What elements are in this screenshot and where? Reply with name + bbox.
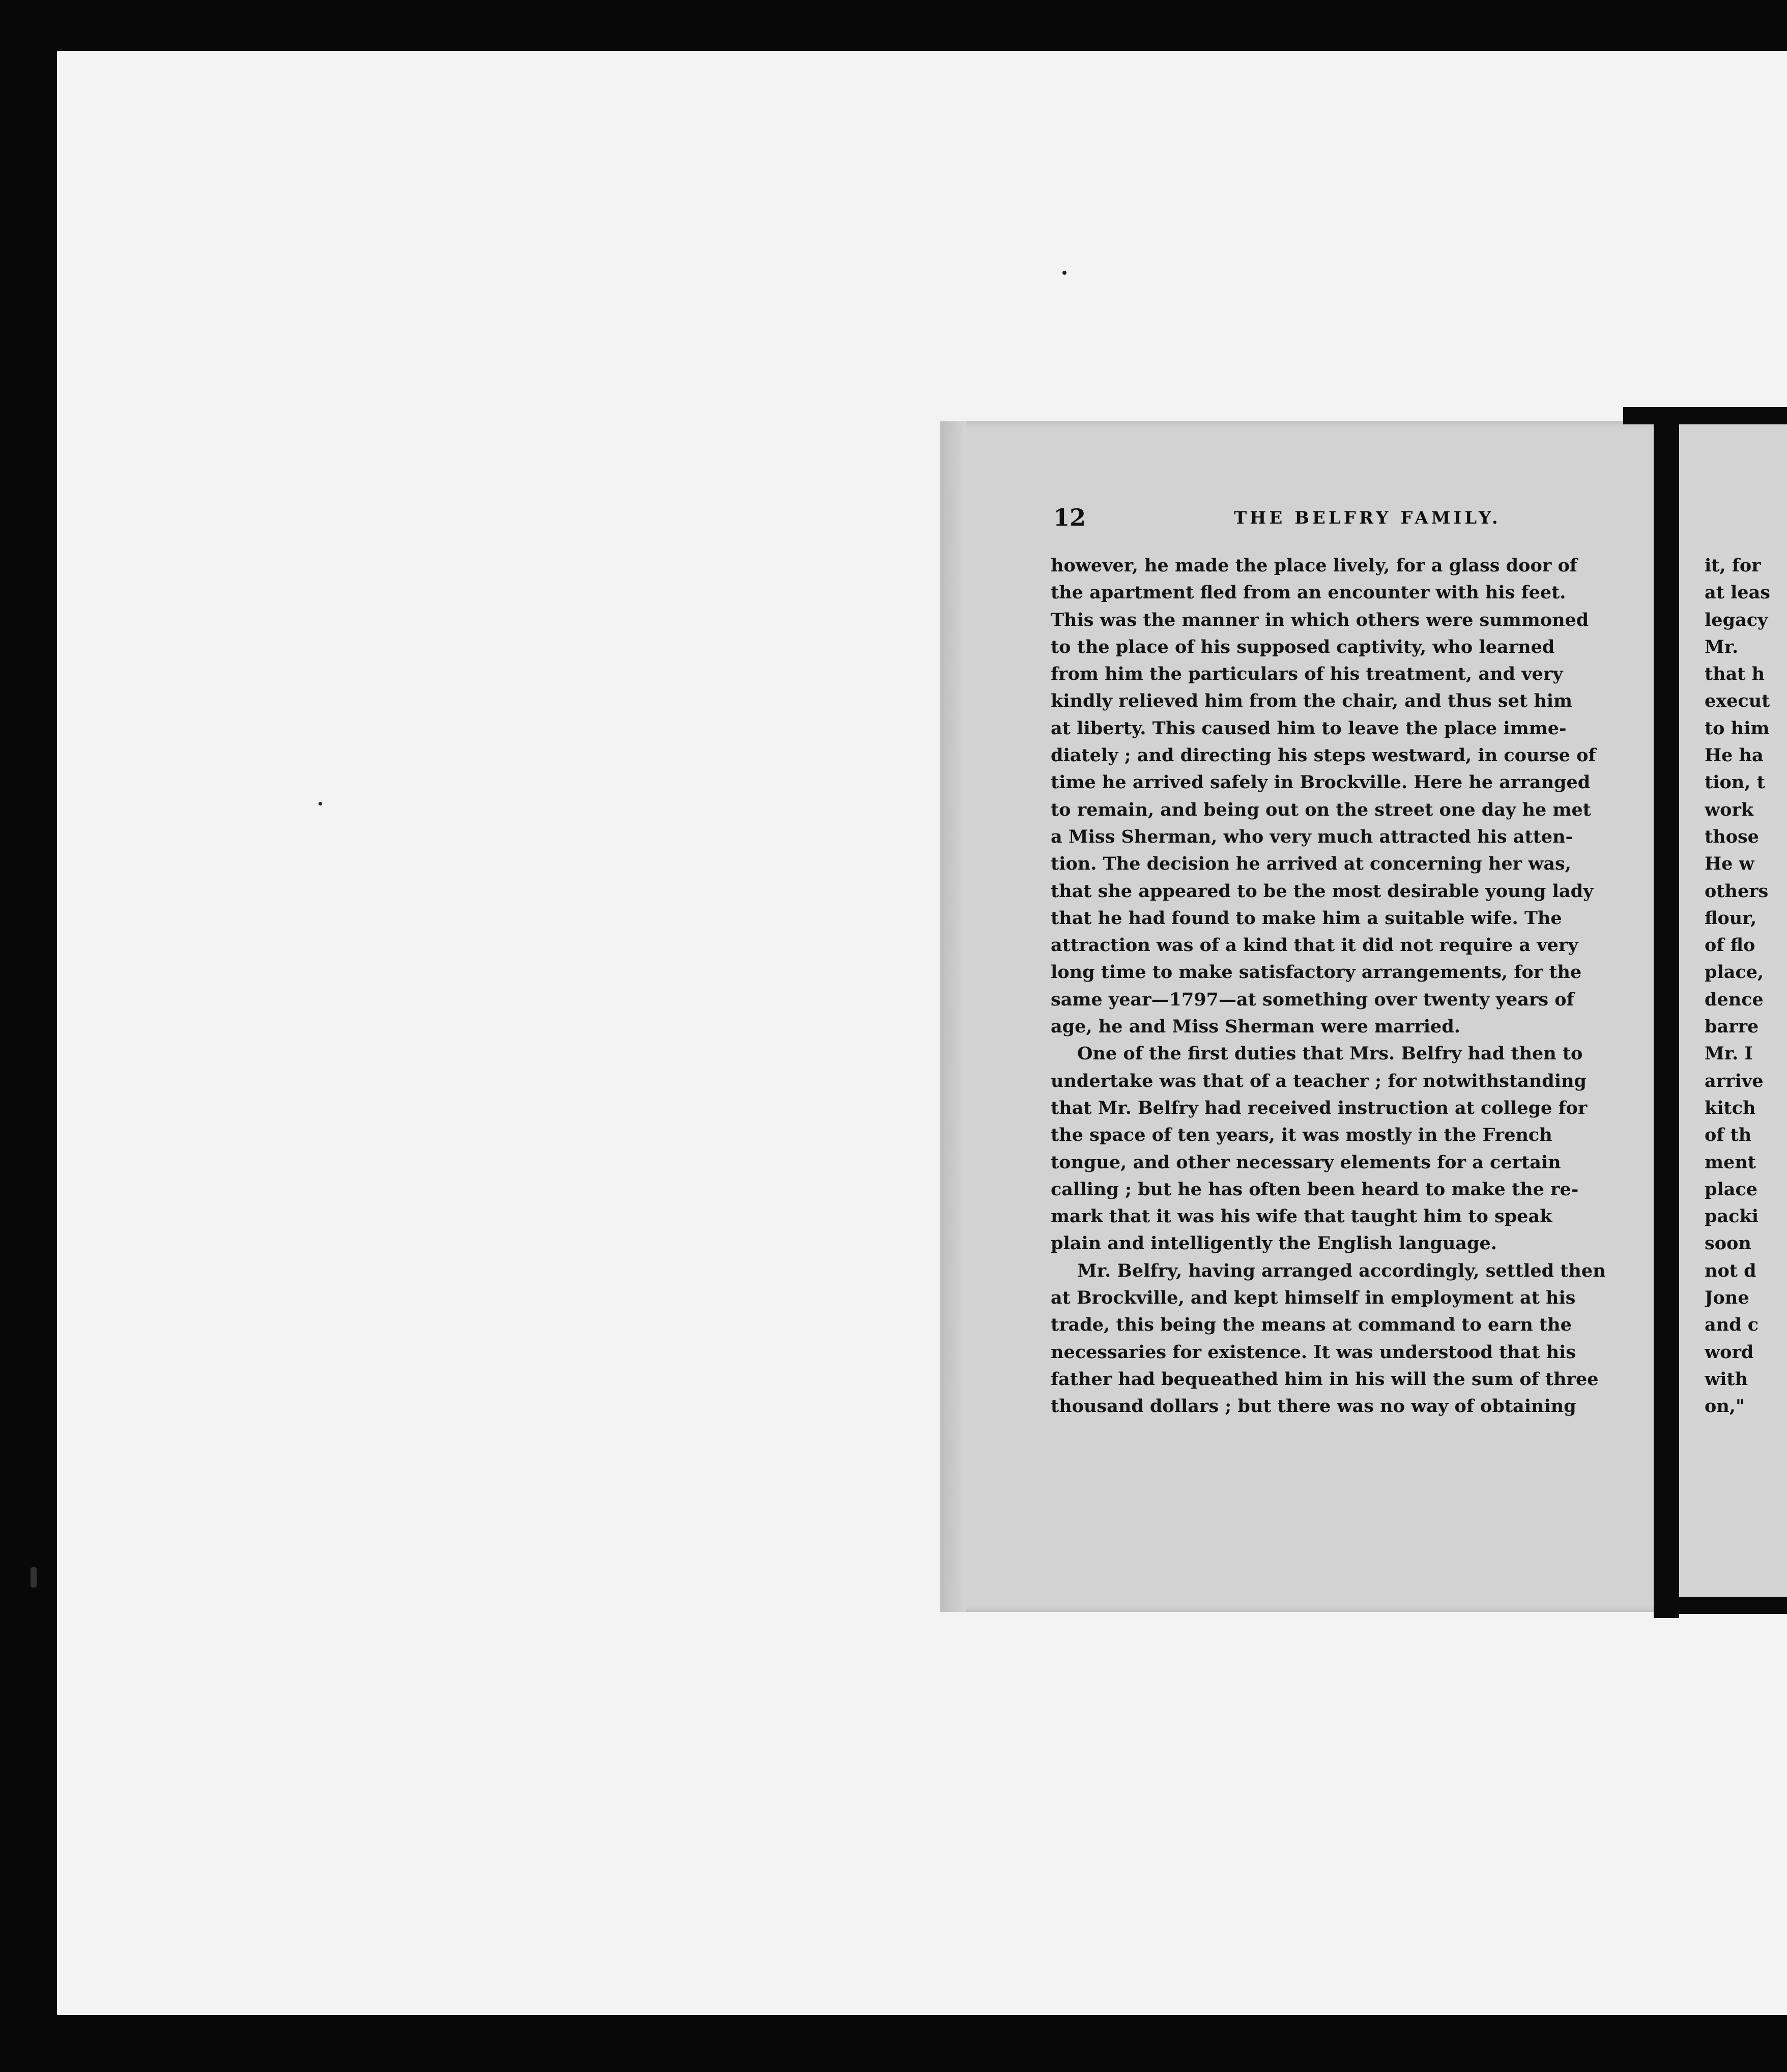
text-line: tion. The decision he arrived at concerning her was, [1051,853,1571,875]
film-border-top [0,0,1787,51]
page-body-text [1051,552,1631,1420]
text-line: the apartment fled from an encounter with his feet. [1051,582,1566,603]
text-line-fragment: execut [1705,690,1770,712]
text-line-fragment: Mr. I [1705,1043,1753,1064]
text-line-fragment: ment [1705,1152,1756,1173]
text-line: plain and intelligently the English language. [1051,1233,1497,1254]
text-line: the space of ten years, it was mostly in the French [1051,1125,1552,1146]
text-line: same year—1797—at something over twenty years of [1051,989,1574,1010]
text-line: Mr. Belfry, having arranged accordingly, settled then [1077,1260,1606,1281]
text-line: tongue, and other necessary elements for a certain [1051,1152,1561,1173]
text-line: at liberty. This caused him to leave the place imme- [1051,717,1567,739]
text-line: father had bequeathed him in his will the sum of three [1051,1368,1599,1390]
film-border-right-top [1623,407,1787,424]
dust-speck [31,1567,37,1588]
film-border-right-bottom [1660,1597,1787,1614]
text-line-fragment: place, [1705,962,1764,983]
text-line: to the place of his supposed captivity, who learned [1051,636,1555,657]
page-number: 12 [1053,504,1086,531]
text-line-fragment: packi [1705,1206,1759,1227]
right-page-text-fragments [1705,552,1770,1420]
text-line: that he had found to make him a suitable wife. The [1051,907,1562,929]
text-line: attraction was of a kind that it did not require a very [1051,935,1578,956]
text-line: kindly relieved him from the chair, and thus set him [1051,690,1573,712]
dust-speck [319,802,322,805]
text-line: that Mr. Belfry had received instruction at college for [1051,1097,1588,1118]
dust-speck [1062,271,1067,275]
text-line: This was the manner in which others were summoned [1051,609,1589,630]
text-line-fragment: of th [1705,1125,1752,1146]
text-line: at Brockville, and kept himself in employment at his [1051,1287,1576,1309]
text-line-fragment: dence [1705,989,1764,1010]
text-line-fragment: arrive [1705,1070,1764,1091]
running-head [1053,504,1613,532]
text-line: that she appeared to be the most desirable young lady [1051,880,1594,902]
paragraph [1051,1040,1631,1257]
running-head-title: THE BELFRY FAMILY. [1234,508,1501,528]
book-spine-shadow [1654,407,1679,1618]
text-line-fragment: to him [1705,717,1770,739]
text-line: from him the particulars of his treatment, and very [1051,664,1563,685]
text-line-fragment: others [1705,880,1769,902]
text-line: time he arrived safely in Brockville. Here he arranged [1051,772,1591,793]
text-line-fragment: of flo [1705,935,1755,956]
text-line: a Miss Sherman, who very much attracted his atten- [1051,826,1573,847]
text-line-fragment: word [1705,1341,1754,1363]
text-line-fragment: that h [1705,664,1765,685]
page-gutter-edge [940,421,966,1612]
text-line: long time to make satisfactory arrangements, for the [1051,962,1582,983]
text-line-fragment: on," [1705,1396,1745,1417]
text-line-fragment: with [1705,1368,1748,1390]
text-line-fragment: Jone [1705,1287,1749,1309]
text-line: mark that it was his wife that taught him to speak [1051,1206,1552,1227]
text-line-fragment: work [1705,799,1754,820]
text-line: however, he made the place lively, for a glass door of [1051,555,1577,576]
text-line-fragment: kitch [1705,1097,1756,1118]
film-border-bottom [0,2015,1787,2072]
text-line-fragment: legacy [1705,609,1768,630]
text-line-fragment: barre [1705,1016,1759,1038]
film-border-left [0,0,57,2072]
paragraph [1051,552,1631,1040]
text-line: to remain, and being out on the street one day he met [1051,799,1591,820]
text-line: necessaries for existence. It was understood that his [1051,1341,1576,1363]
text-line-fragment: soon [1705,1233,1751,1254]
text-line-fragment: Mr. [1705,636,1739,657]
text-line-fragment: place [1705,1178,1758,1200]
text-line-fragment: tion, t [1705,772,1765,793]
text-line: thousand dollars ; but there was no way of obtaining [1051,1396,1576,1417]
text-line-fragment: flour, [1705,907,1757,929]
text-line: trade, this being the means at command to earn the [1051,1314,1572,1336]
text-line: calling ; but he has often been heard to make the re- [1051,1178,1579,1200]
text-line-fragment: at leas [1705,582,1770,603]
text-line: diately ; and directing his steps westward, in course of [1051,745,1596,766]
text-line: One of the first duties that Mrs. Belfry had then to [1077,1043,1583,1064]
text-line-fragment: and c [1705,1314,1759,1336]
text-line-fragment: He w [1705,853,1754,875]
text-line-fragment: it, for [1705,555,1761,576]
text-line-fragment: He ha [1705,745,1764,766]
text-line-fragment: those [1705,826,1759,847]
paragraph [1051,1257,1631,1420]
text-line-fragment: not d [1705,1260,1756,1281]
text-line: age, he and Miss Sherman were married. [1051,1016,1460,1038]
text-line: undertake was that of a teacher ; for notwithstanding [1051,1070,1587,1091]
